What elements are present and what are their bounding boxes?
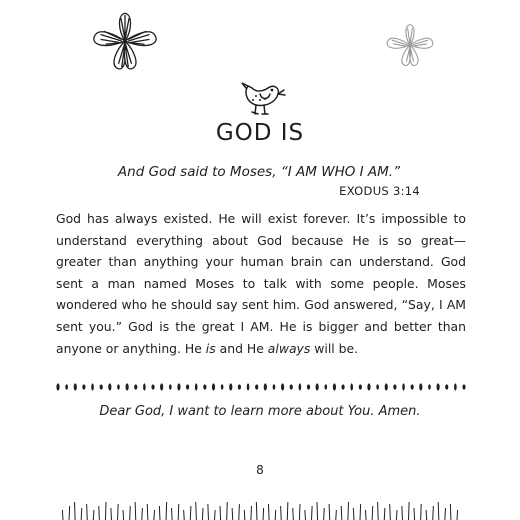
grass-tick bbox=[215, 510, 216, 520]
divider-mark bbox=[195, 383, 198, 390]
grass-tick bbox=[93, 510, 94, 520]
grass-tick bbox=[396, 510, 397, 520]
grass-tick bbox=[256, 502, 257, 520]
grass-tick bbox=[69, 506, 70, 520]
divider-mark bbox=[385, 383, 388, 390]
grass-tick bbox=[317, 502, 318, 520]
grass-tick bbox=[118, 504, 119, 520]
grass-tick bbox=[421, 504, 422, 520]
grass-tick bbox=[414, 508, 415, 520]
grass-tick bbox=[135, 502, 136, 520]
grass-tick bbox=[196, 502, 197, 520]
divider-mark bbox=[160, 383, 163, 390]
grass-tick bbox=[450, 504, 451, 520]
body-text-part: will be. bbox=[310, 340, 359, 356]
grass-tick bbox=[329, 504, 330, 520]
grass-tick bbox=[378, 502, 379, 520]
page-title: GOD IS bbox=[215, 120, 305, 146]
grass-tick bbox=[190, 506, 191, 520]
divider-mark bbox=[134, 384, 137, 389]
divider-mark bbox=[74, 383, 77, 390]
grass-tick bbox=[263, 508, 264, 520]
divider-mark bbox=[436, 383, 439, 390]
grass-tick bbox=[166, 502, 167, 520]
grass-tick bbox=[154, 510, 155, 520]
divider-mark bbox=[290, 384, 293, 389]
flower-doodle-icon bbox=[84, 10, 166, 72]
divider-mark bbox=[273, 384, 276, 389]
divider-mark bbox=[419, 383, 422, 390]
flower-doodle-icon bbox=[380, 22, 440, 68]
divider-mark bbox=[238, 384, 241, 389]
grass-tick bbox=[372, 506, 373, 520]
grass-tick bbox=[445, 508, 446, 520]
grass-tick bbox=[275, 510, 276, 520]
grass-tick bbox=[365, 510, 366, 520]
grass-tick bbox=[178, 504, 179, 520]
divider-mark bbox=[100, 384, 103, 389]
grass-tick bbox=[75, 502, 76, 520]
grass-tick bbox=[348, 502, 349, 520]
grass-tick bbox=[172, 508, 173, 520]
grass-tick bbox=[208, 504, 209, 520]
divider-mark bbox=[333, 383, 336, 390]
dotted-divider bbox=[54, 380, 468, 394]
grass-tick bbox=[281, 506, 282, 520]
divider-mark bbox=[454, 383, 457, 390]
divider-mark bbox=[117, 384, 120, 389]
divider-mark bbox=[151, 384, 154, 389]
divider-mark bbox=[126, 383, 129, 390]
grass-tick bbox=[426, 510, 427, 520]
grass-tick bbox=[384, 508, 385, 520]
divider-mark bbox=[229, 383, 232, 390]
grass-tick bbox=[227, 502, 228, 520]
grass-tick bbox=[147, 504, 148, 520]
grass-tick bbox=[287, 502, 288, 520]
grass-tick bbox=[390, 504, 391, 520]
grass-tick bbox=[409, 502, 410, 520]
grass-tick bbox=[244, 510, 245, 520]
body-text-part: God has always existed. He will exist forever. It’s impossible to understand everything about God because He is so great—greater than anything your human brain can understand. God sent a man named Moses to talk with some people. Moses wondered who he should say sent him. God answered, “Say, I AM sent you.” God is the great I AM. He is bigger and better than anyone or anything. He bbox=[56, 211, 466, 356]
grass-tick bbox=[251, 506, 252, 520]
grass-tick bbox=[184, 510, 185, 520]
grass-tick bbox=[87, 504, 88, 520]
body-emphasis: always bbox=[267, 340, 311, 356]
grass-tick bbox=[130, 506, 131, 520]
divider-mark bbox=[341, 384, 344, 389]
prayer-text: Dear God, I want to learn more about You. Amen. bbox=[99, 404, 421, 419]
divider-mark bbox=[177, 383, 180, 390]
divider-mark bbox=[324, 384, 327, 389]
body-emphasis: is bbox=[205, 340, 216, 356]
divider-mark bbox=[212, 383, 215, 390]
grass-tick bbox=[111, 508, 112, 520]
grass-tick bbox=[268, 504, 269, 520]
grass-tick bbox=[202, 508, 203, 520]
divider-mark bbox=[376, 384, 379, 389]
divider-mark bbox=[367, 383, 370, 390]
grass-tick bbox=[324, 508, 325, 520]
grass-tick bbox=[312, 506, 313, 520]
divider-mark bbox=[264, 383, 267, 390]
grass-tick bbox=[142, 508, 143, 520]
grass-tick bbox=[336, 510, 337, 520]
grass-tick bbox=[220, 506, 221, 520]
divider-mark bbox=[428, 384, 431, 389]
divider-mark bbox=[82, 384, 85, 389]
divider-mark bbox=[359, 384, 362, 389]
grass-tick bbox=[353, 508, 354, 520]
divider-mark bbox=[411, 384, 414, 389]
grass-tick bbox=[123, 510, 124, 520]
divider-mark bbox=[221, 384, 224, 389]
devotional-body bbox=[56, 208, 466, 359]
body-text-part: and He bbox=[215, 340, 268, 356]
divider-mark bbox=[56, 383, 59, 390]
grass-tick bbox=[433, 506, 434, 520]
grass-tick bbox=[293, 508, 294, 520]
divider-mark bbox=[247, 383, 250, 390]
grass-tick bbox=[360, 504, 361, 520]
scripture-verse: And God said to Moses, “I AM WHO I AM.” bbox=[117, 164, 401, 180]
divider-mark bbox=[402, 383, 405, 390]
grass-tick bbox=[457, 510, 458, 520]
divider-mark bbox=[186, 384, 189, 389]
scripture-reference: EXODUS 3:14 bbox=[339, 184, 420, 198]
divider-mark bbox=[393, 384, 396, 389]
divider-mark bbox=[108, 383, 111, 390]
grass-tick bbox=[239, 504, 240, 520]
bird-icon bbox=[234, 78, 290, 118]
divider-mark bbox=[255, 384, 258, 389]
grass-tick bbox=[99, 506, 100, 520]
divider-mark bbox=[203, 384, 206, 389]
divider-mark bbox=[350, 383, 353, 390]
divider-mark bbox=[281, 383, 284, 390]
divider-mark bbox=[462, 384, 465, 389]
grass-tick bbox=[62, 510, 63, 520]
divider-mark bbox=[169, 384, 172, 389]
divider-mark bbox=[445, 384, 448, 389]
divider-mark bbox=[143, 383, 146, 390]
page-number: 8 bbox=[256, 463, 264, 477]
divider-mark bbox=[91, 383, 94, 390]
grass-tick bbox=[232, 508, 233, 520]
grass-tick bbox=[438, 502, 439, 520]
divider-mark bbox=[316, 383, 319, 390]
grass-tick bbox=[159, 506, 160, 520]
grass-tick bbox=[402, 506, 403, 520]
grass-tick bbox=[305, 510, 306, 520]
divider-mark bbox=[299, 383, 302, 390]
grass-tick bbox=[341, 506, 342, 520]
grass-border bbox=[60, 484, 460, 520]
divider-mark bbox=[65, 384, 68, 389]
divider-mark bbox=[307, 384, 310, 389]
grass-tick bbox=[299, 504, 300, 520]
grass-tick bbox=[81, 508, 82, 520]
grass-tick bbox=[105, 502, 106, 520]
